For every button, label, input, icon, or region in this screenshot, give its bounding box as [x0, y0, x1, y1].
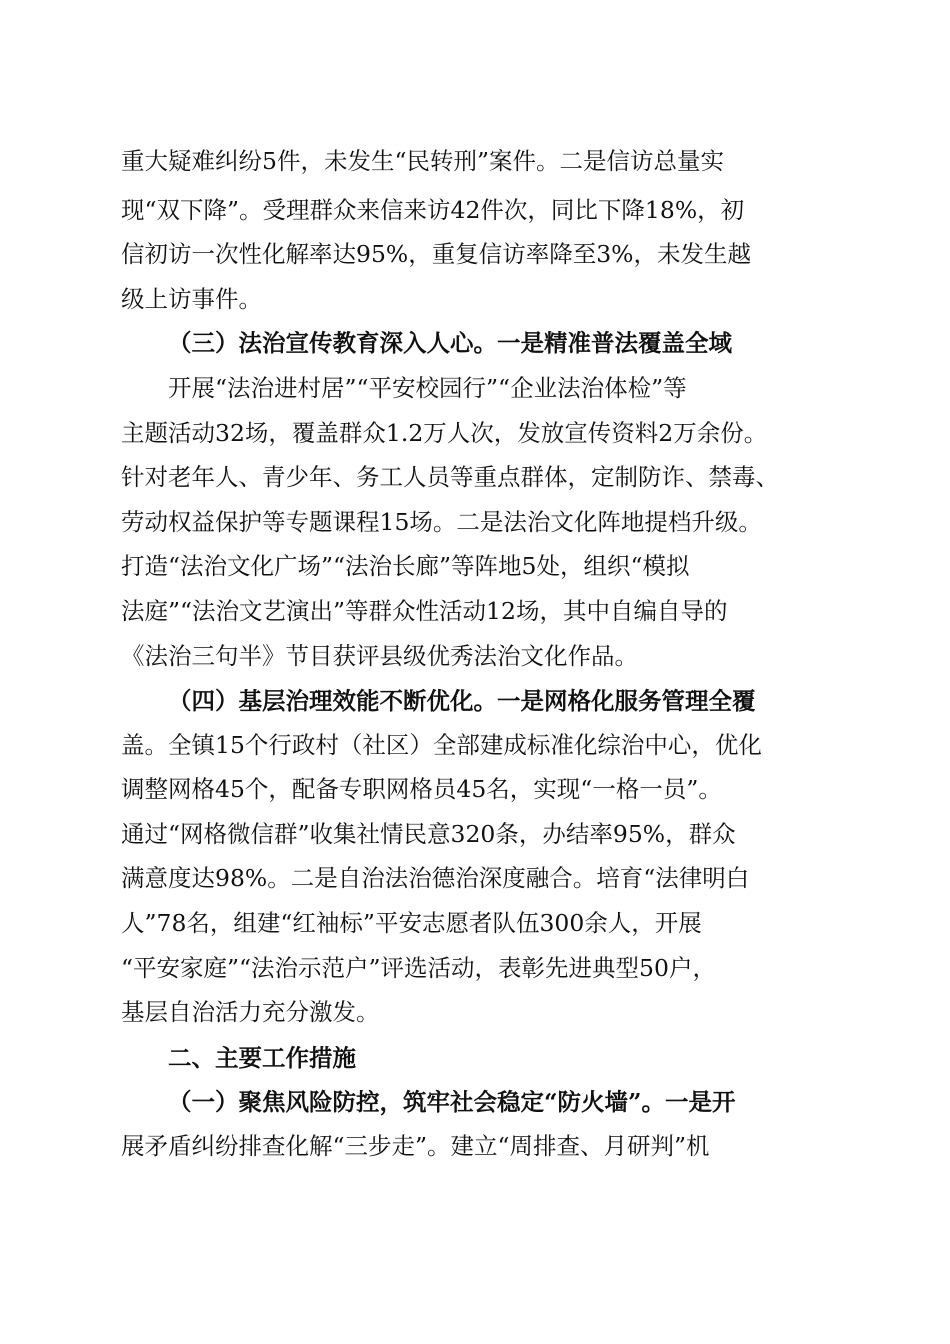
section-subheading-three: （三）法治宣传教育深入人心。一是精准普法覆盖全域 — [168, 329, 732, 357]
body-text-line: 级上访事件。 — [121, 285, 262, 313]
section-heading-main-measures: 二、主要工作措施 — [168, 1044, 356, 1072]
body-text-line: 《法治三句半》节目获评县级优秀法治文化作品。 — [121, 642, 638, 670]
body-text-line: 开展“法治进村居”“平安校园行”“企业法治体检”等 — [168, 374, 687, 402]
body-text-line: 调整网格45个，配备专职网格员45名，实现“一格一员”。 — [121, 775, 722, 803]
body-text-line: 打造“法治文化广场”“法治长廊”等阵地5处，组织“模拟 — [121, 552, 690, 580]
body-text-line: 基层自治活力充分激发。 — [121, 998, 380, 1026]
body-text-line: 展矛盾纠纷排查化解“三步走”。建立“周排查、月研判”机 — [121, 1132, 710, 1160]
section-subheading-one: （一）聚焦风险防控，筑牢社会稳定“防火墙”。一是开 — [168, 1088, 736, 1116]
body-text-line: 人”78名，组建“红袖标”平安志愿者队伍300余人，开展 — [121, 909, 702, 937]
body-text-line: 信初访一次性化解率达95%，重复信访率降至3%，未发生越 — [121, 240, 752, 268]
body-text-line: 盖。全镇15个行政村（社区）全部建成标准化综治中心，优化 — [121, 731, 762, 759]
body-text-line: 法庭”“法治文艺演出”等群众性活动12场，其中自编自导的 — [121, 597, 728, 625]
body-text-line: 主题活动32场，覆盖群众1.2万人次，发放宣传资料2万余份。 — [121, 419, 768, 447]
body-text-line: 现“双下降”。受理群众来信来访42件次，同比下降18%，初 — [121, 196, 745, 224]
body-text-line: 重大疑难纠纷5件，未发生“民转刑”案件。二是信访总量实 — [121, 147, 724, 175]
body-text-line: 针对老年人、青少年、务工人员等重点群体，定制防诈、禁毒、 — [121, 463, 779, 491]
body-text-line: 劳动权益保护等专题课程15场。二是法治文化阵地提档升级。 — [121, 508, 762, 536]
section-subheading-four: （四）基层治理效能不断优化。一是网格化服务管理全覆 — [168, 687, 756, 715]
body-text-line: “平安家庭”“法治示范户”评选活动，表彰先进典型50户， — [121, 954, 716, 982]
body-text-line: 满意度达98%。二是自治法治德治深度融合。培育“法律明白 — [121, 864, 750, 892]
body-text-line: 通过“网格微信群”收集社情民意320条，办结率95%，群众 — [121, 820, 736, 848]
